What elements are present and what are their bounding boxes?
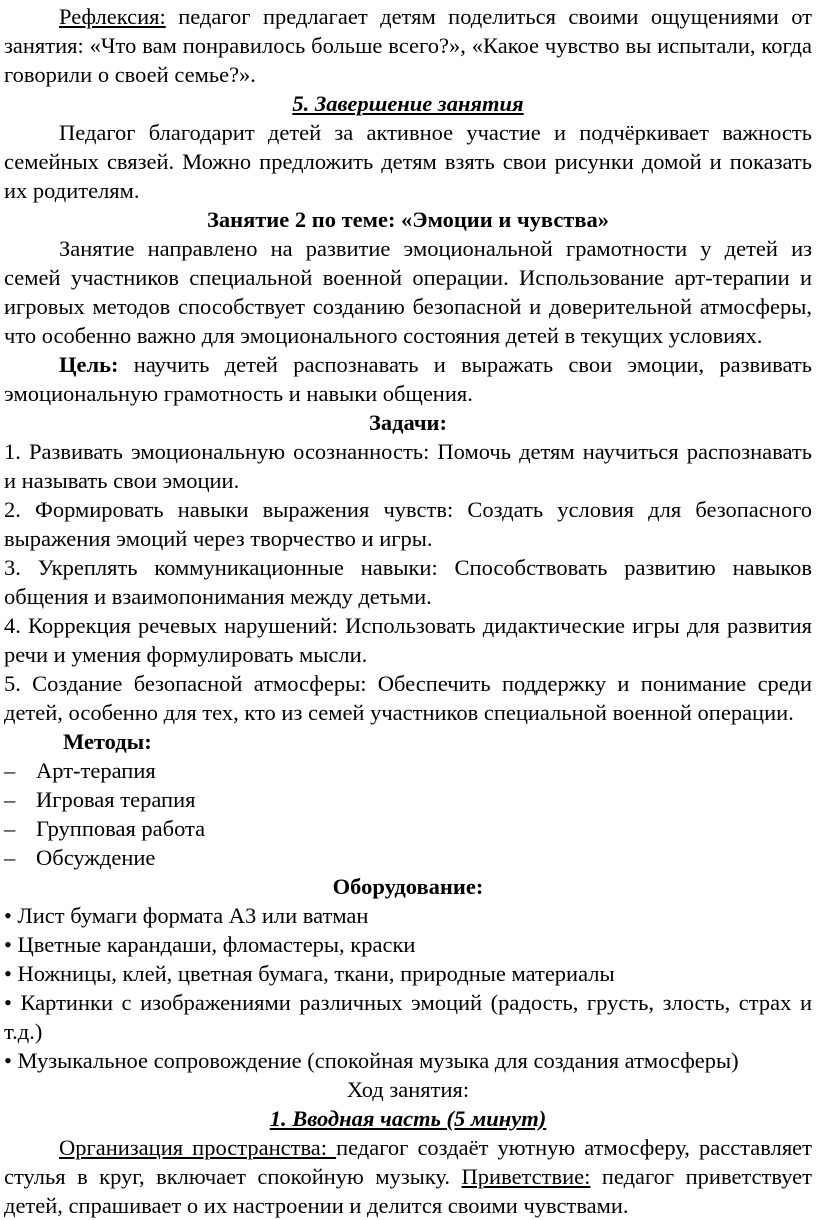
methods-item: – Арт-терапия bbox=[4, 756, 812, 785]
greeting-text: педагог приветствует детей, спрашивает о их настроении и делится своими чувствами. bbox=[4, 1164, 812, 1218]
methods-item: – Обсуждение bbox=[4, 843, 812, 872]
task-item-4: 4. Коррекция речевых нарушений: Использовать дидактические игры для развития речи и умения формулировать мысли. bbox=[4, 613, 812, 667]
organization-paragraph bbox=[4, 1133, 812, 1220]
reflection-paragraph bbox=[4, 2, 812, 89]
reflection-text: педагог предлагает детям поделиться своими ощущениями от занятия: «Что вам понравилось больше всего?», «Какое чувство вы испытали, когда говорили о своей семье?». bbox=[4, 4, 812, 87]
goal-paragraph bbox=[4, 350, 812, 408]
lesson2-title: Занятие 2 по теме: «Эмоции и чувства» bbox=[206, 207, 610, 232]
greeting-label: Приветствие: bbox=[461, 1164, 591, 1189]
goal-text: научить детей распознавать и выражать свои эмоции, развивать эмоциональную грамотность и навыки общения. bbox=[4, 352, 812, 406]
section5-heading: 5. Завершение занятия bbox=[292, 91, 524, 116]
lesson2-intro: Занятие направлено на развитие эмоциональной грамотности у детей из семей участников специальной военной операции. Использование арт-терапии и игровых методов способствует созданию безопасной и доверительной атмосферы, что особенно важно для эмоционального состояния детей в текущих условиях. bbox=[4, 236, 812, 348]
section5-text: Педагог благодарит детей за активное участие и подчёркивает важность семейных связей. Можно предложить детям взять свои рисунки домой и показать их родителям. bbox=[4, 120, 812, 203]
methods-list bbox=[4, 756, 812, 872]
methods-item: – Групповая работа bbox=[4, 814, 812, 843]
equipment-item: • Картинки с изображениями различных эмоций (радость, грусть, злость, страх и т.д.) bbox=[4, 990, 812, 1044]
equipment-heading: Оборудование: bbox=[332, 874, 484, 899]
equipment-item: • Лист бумаги формата А3 или ватман bbox=[4, 903, 369, 928]
organization-label: Организация пространства: bbox=[59, 1135, 337, 1160]
tasks-heading: Задачи: bbox=[368, 410, 447, 435]
task-item-2: 2. Формировать навыки выражения чувств: Создать условия для безопасного выражения эмоций через творчество и игры. bbox=[4, 497, 812, 551]
task-item-3: 3. Укреплять коммуникационные навыки: Способствовать развитию навыков общения и взаимопонимания между детьми. bbox=[4, 555, 812, 609]
reflection-label: Рефлексия: bbox=[59, 4, 166, 29]
equipment-item: • Ножницы, клей, цветная бумага, ткани, природные материалы bbox=[4, 961, 615, 986]
equipment-item: • Музыкальное сопровождение (спокойная музыка для создания атмосферы) bbox=[4, 1048, 739, 1073]
goal-label: Цель: bbox=[59, 352, 119, 377]
task-item-1: 1. Развивать эмоциональную осознанность: Помочь детям научиться распознавать и называть свои эмоции. bbox=[4, 439, 812, 493]
methods-item: – Игровая терапия bbox=[4, 785, 812, 814]
equipment-item: • Цветные карандаши, фломастеры, краски bbox=[4, 932, 416, 957]
methods-heading: Методы: bbox=[63, 729, 152, 754]
organization-text: педагог создаёт уютную атмосферу, расставляет стулья в круг, включает спокойную музыку. bbox=[4, 1135, 812, 1189]
course-heading: Ход занятия: bbox=[346, 1077, 470, 1102]
part1-heading: 1. Вводная часть (5 минут) bbox=[269, 1106, 547, 1131]
task-item-5: 5. Создание безопасной атмосферы: Обеспечить поддержку и понимание среди детей, особенно для тех, кто из семей участников специальной военной операции. bbox=[4, 671, 812, 725]
